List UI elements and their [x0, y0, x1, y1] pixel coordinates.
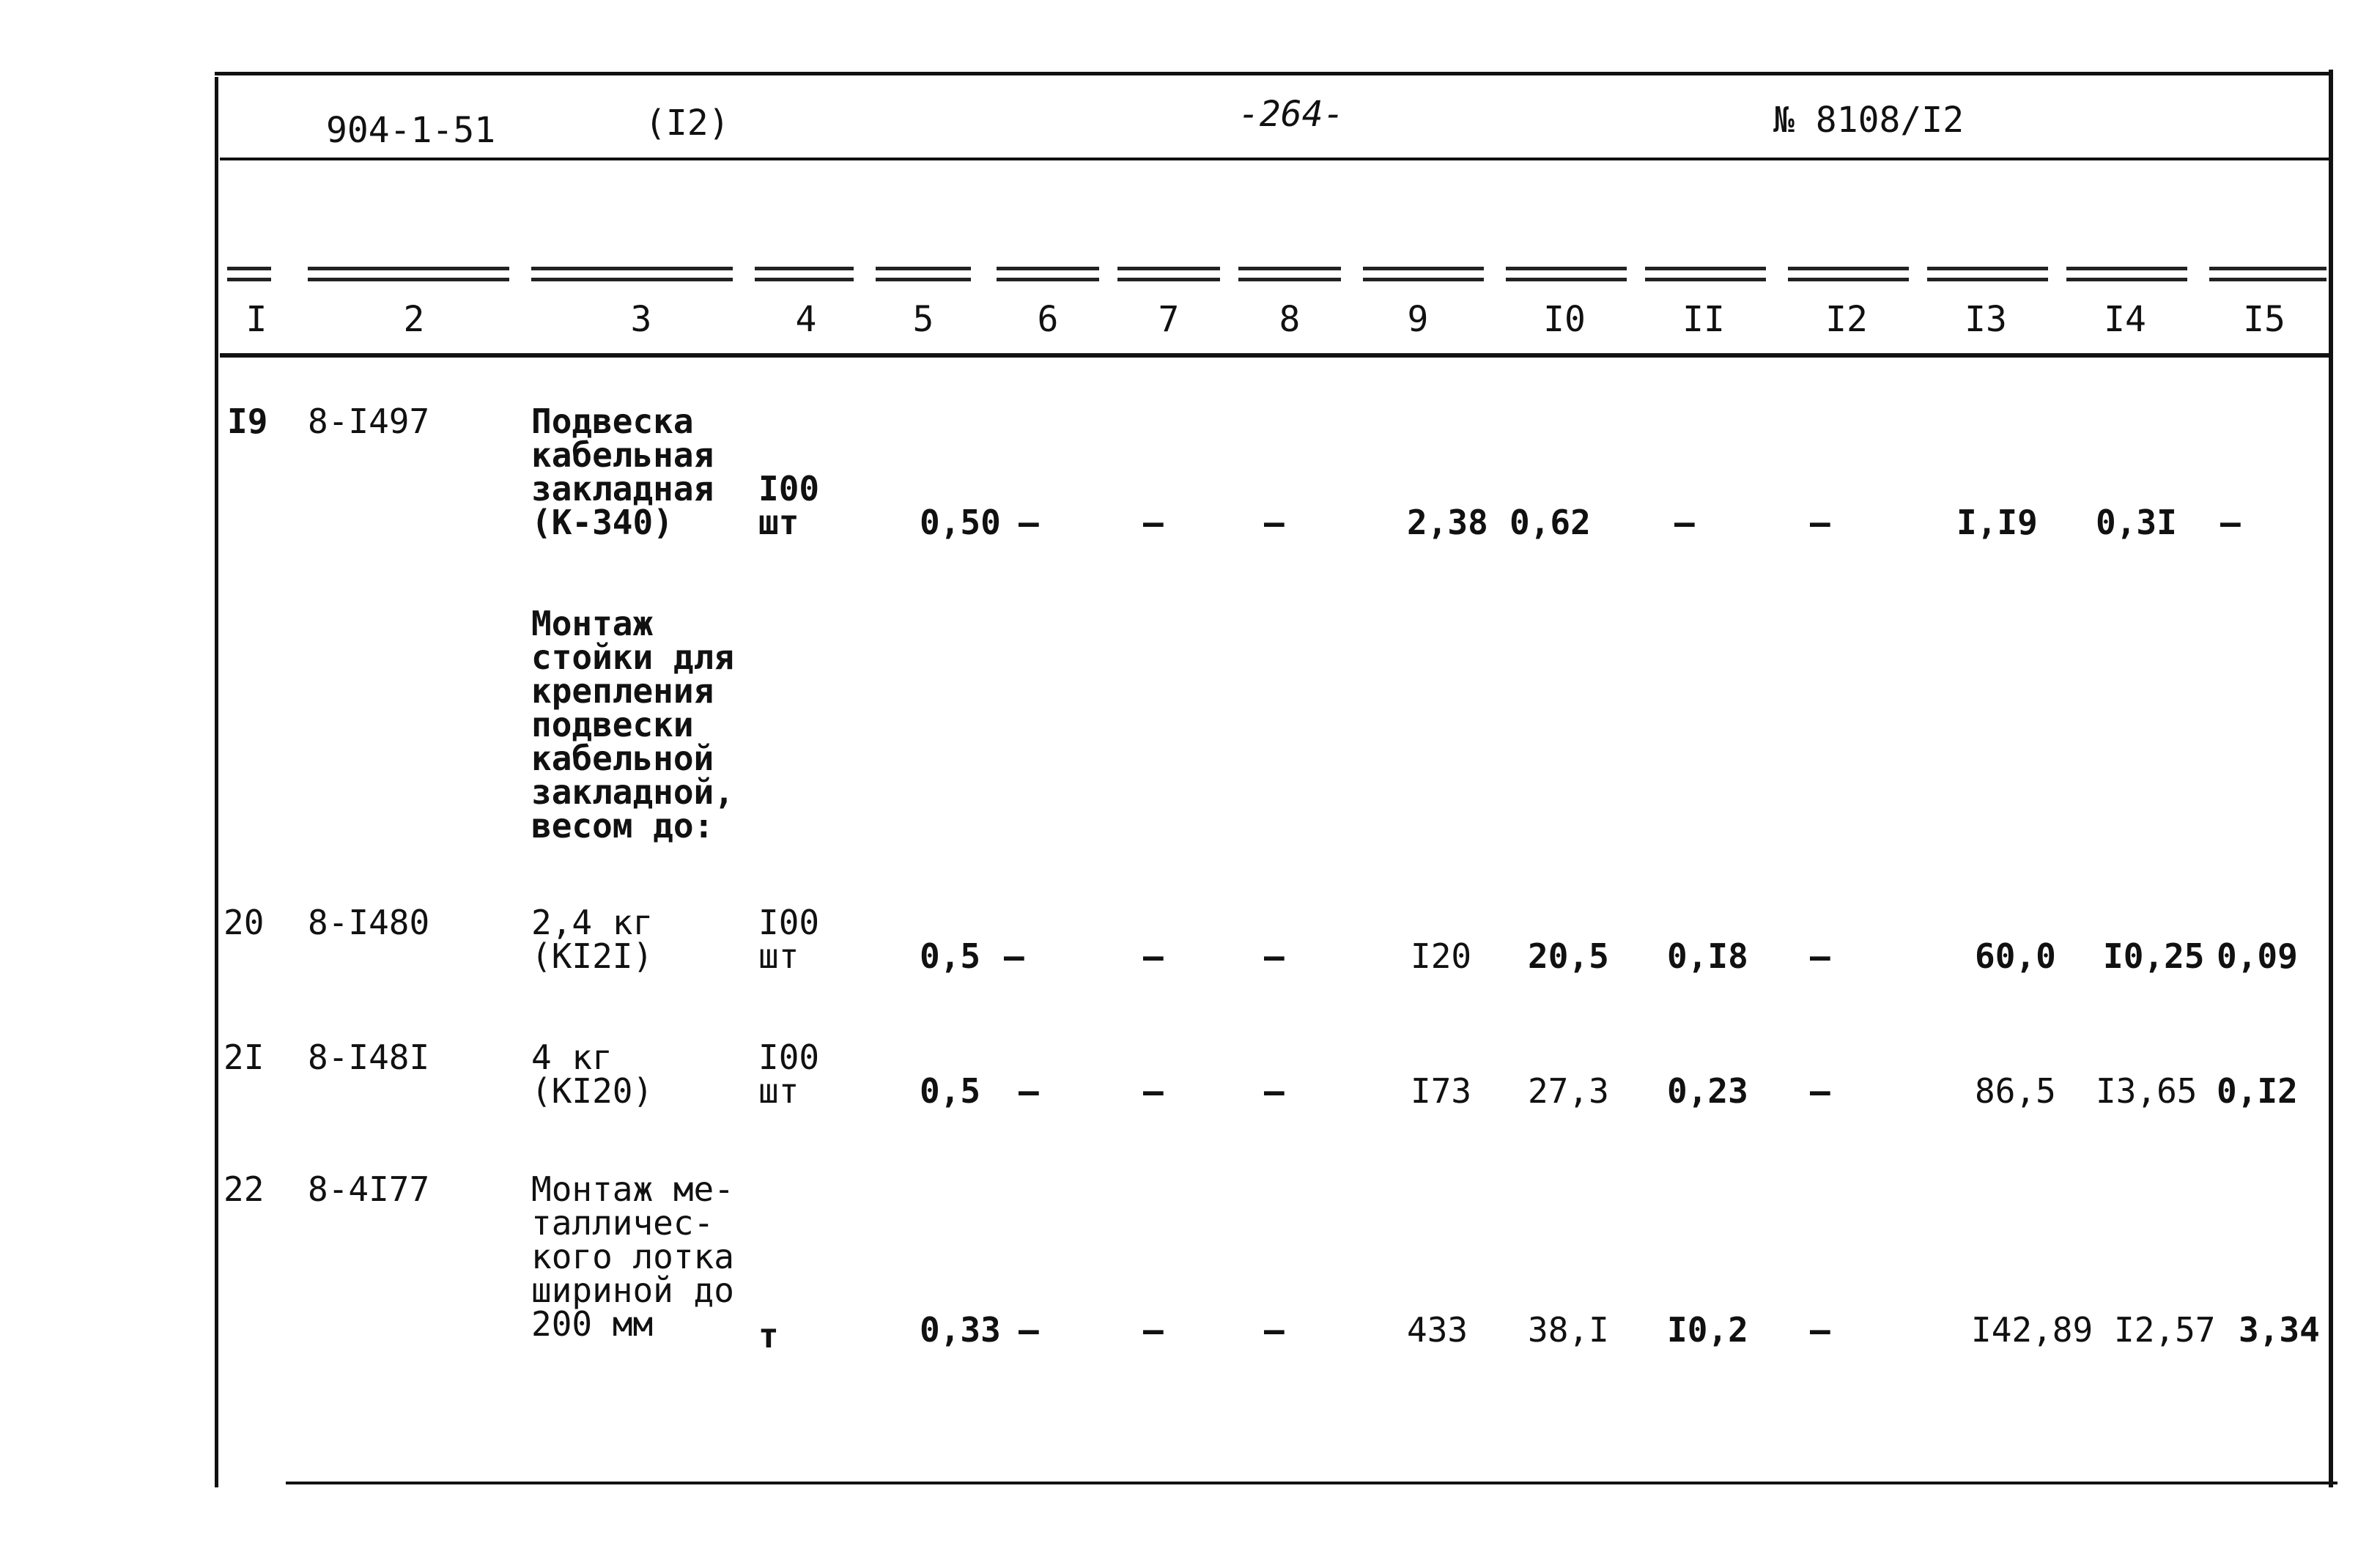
row-number: 22	[223, 1169, 265, 1209]
cell-7: –	[1143, 1071, 1164, 1111]
section-heading: Монтаж стойки для крепления подвески кабельной закладной, весом до:	[531, 604, 734, 846]
cell-10: 38,I	[1528, 1310, 1609, 1350]
cell-9: 2,38	[1407, 503, 1488, 542]
cell-7: –	[1143, 503, 1164, 542]
column-rule-1	[227, 267, 271, 281]
column-rule-10	[1506, 267, 1627, 281]
cell-13: 60,0	[1975, 936, 2056, 976]
column-number: 9	[1407, 299, 1429, 340]
column-number: 5	[912, 299, 934, 340]
cell-10: 0,62	[1509, 503, 1591, 542]
row-code: 8-4I77	[308, 1169, 430, 1209]
row-number: 2I	[223, 1038, 265, 1077]
row-description: Подвеска кабельная закладная (К-340)	[531, 402, 714, 542]
cell-15: 0,09	[2217, 936, 2298, 976]
column-rule-15	[2209, 267, 2327, 281]
cell-8: –	[1264, 936, 1285, 976]
cell-5: 0,50	[920, 503, 1001, 542]
cell-9: I20	[1411, 936, 1472, 976]
row-code: 8-I497	[308, 402, 430, 441]
frame-top-border	[215, 72, 2332, 75]
cell-5: 0,33	[920, 1310, 1001, 1350]
columns-bottom-rule	[220, 353, 2330, 358]
column-number: I2	[1825, 299, 1868, 340]
column-number: II	[1682, 299, 1725, 340]
column-rule-14	[2066, 267, 2187, 281]
cell-12: –	[1810, 936, 1830, 976]
column-rule-12	[1788, 267, 1909, 281]
row-number: I9	[227, 402, 268, 441]
column-rule-11	[1645, 267, 1766, 281]
cell-6: –	[1004, 936, 1024, 976]
column-rule-2	[308, 267, 509, 281]
cell-9: I73	[1411, 1071, 1472, 1111]
cell-14: I3,65	[2096, 1071, 2198, 1111]
row-description: 2,4 кг (КI2I)	[531, 903, 654, 976]
column-rule-3	[531, 267, 733, 281]
row-number: 20	[223, 903, 265, 942]
frame-bottom-border	[286, 1482, 2338, 1484]
order-ref: № 8108/I2	[1773, 100, 1965, 141]
column-number: 6	[1037, 299, 1059, 340]
column-number: I5	[2243, 299, 2285, 340]
doc-number: 904-1-51	[326, 110, 496, 151]
cell-6: –	[1019, 1310, 1039, 1350]
column-number: 7	[1158, 299, 1180, 340]
cell-11: 0,I8	[1667, 936, 1748, 976]
cell-11: 0,23	[1667, 1071, 1748, 1111]
cell-6: –	[1019, 1071, 1039, 1111]
page-number: -264-	[1238, 94, 1345, 135]
column-rule-9	[1363, 267, 1484, 281]
cell-6: –	[1019, 503, 1039, 542]
row-code: 8-I48I	[308, 1038, 430, 1077]
column-rule-7	[1117, 267, 1220, 281]
column-number: 2	[403, 299, 425, 340]
cell-12: –	[1810, 503, 1830, 542]
row-description: 4 кг (КI20)	[531, 1038, 654, 1111]
cell-14: I0,25	[2103, 936, 2205, 976]
cell-8: –	[1264, 503, 1285, 542]
cell-15: 0,I2	[2217, 1071, 2298, 1111]
column-rule-5	[876, 267, 971, 281]
row-description: Монтаж ме- талличес- кого лотка шириной до 200 мм	[531, 1169, 734, 1344]
cell-10: 27,3	[1528, 1071, 1609, 1111]
column-number: I	[245, 299, 267, 340]
column-rule-6	[997, 267, 1099, 281]
cell-14: 0,3I	[2096, 503, 2177, 542]
row-unit: I00 шт	[758, 469, 820, 542]
frame-left-border	[215, 77, 218, 1487]
cell-15: –	[2220, 503, 2241, 542]
cell-11: I0,2	[1667, 1310, 1748, 1350]
column-rule-8	[1238, 267, 1341, 281]
cell-12: –	[1810, 1310, 1830, 1350]
column-number: I0	[1543, 299, 1586, 340]
column-number: I4	[2104, 299, 2146, 340]
row-code: 8-I480	[308, 903, 430, 942]
cell-7: –	[1143, 936, 1164, 976]
column-number: 4	[795, 299, 817, 340]
cell-11: –	[1674, 503, 1695, 542]
frame-right-border	[2329, 70, 2333, 1487]
cell-9: 433	[1407, 1310, 1468, 1350]
cell-13: I42,89	[1971, 1310, 2093, 1350]
column-number: 8	[1279, 299, 1301, 340]
cell-7: –	[1143, 1310, 1164, 1350]
column-rule-4	[755, 267, 854, 281]
cell-13: 86,5	[1975, 1071, 2056, 1111]
row-unit: I00 шт	[758, 1038, 820, 1111]
column-number: 3	[630, 299, 652, 340]
sheet-code: (I2)	[645, 103, 730, 144]
header-divider	[220, 158, 2330, 160]
cell-13: I,I9	[1956, 503, 2038, 542]
cell-5: 0,5	[920, 936, 981, 976]
row-unit: I00 шт	[758, 903, 820, 976]
cell-8: –	[1264, 1310, 1285, 1350]
cell-8: –	[1264, 1071, 1285, 1111]
row-unit: т	[758, 1316, 779, 1356]
cell-12: –	[1810, 1071, 1830, 1111]
cell-15: 3,34	[2239, 1310, 2320, 1350]
cell-14: I2,57	[2114, 1310, 2216, 1350]
column-rule-13	[1927, 267, 2048, 281]
column-number: I3	[1965, 299, 2007, 340]
cell-10: 20,5	[1528, 936, 1609, 976]
cell-5: 0,5	[920, 1071, 981, 1111]
